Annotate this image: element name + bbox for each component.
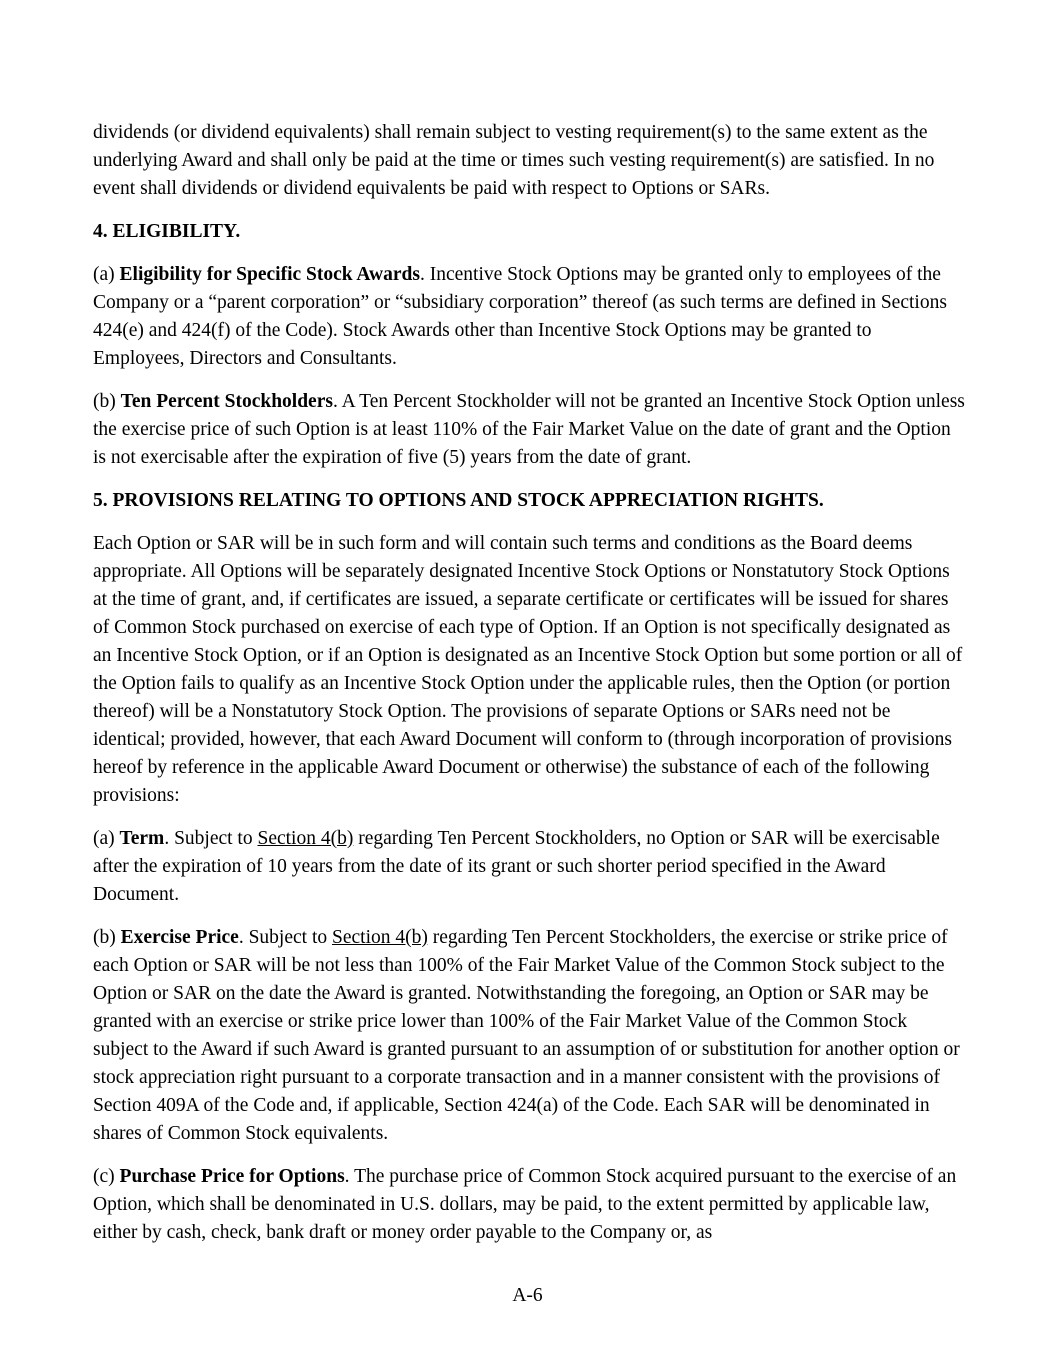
- paragraph-term: [93, 825, 965, 909]
- text-run: Term: [119, 828, 165, 849]
- text-run: regarding Ten Percent Stockholders, no Option or SAR will be exercisable after the expiration of 10 years from the date of its grant or such shorter period specified in the Award Document.: [93, 828, 940, 905]
- heading-section-4-eligibility: [93, 218, 965, 246]
- text-run: Ten Percent Stockholders: [120, 391, 333, 412]
- paragraph-ten-percent-stockholders: [93, 388, 965, 472]
- paragraph-dividends-vesting: [93, 119, 965, 203]
- text-run: Exercise Price: [120, 927, 239, 948]
- document-content: [93, 119, 965, 1262]
- text-run: (a): [93, 264, 120, 285]
- text-run: (b): [93, 391, 121, 412]
- text-run: (a): [93, 828, 120, 849]
- paragraph-exercise-price: [93, 924, 965, 1148]
- text-run: . Subject to: [238, 927, 332, 948]
- paragraph-provisions-intro: [93, 530, 965, 810]
- paragraph-eligibility-specific-stock-awards: [93, 261, 965, 373]
- text-run: regarding Ten Percent Stockholders, the exercise or strike price of each Option or SAR will be not less than 100% of the Fair Market Value of the Common Stock subject to the Option or SAR on the date the Award is granted. Notwithstanding the foregoing, an Option or SAR may be granted with an exercise or strike price lower than 100% of the Fair Market Value of the Common Stock subject to the Award if such Award is granted pursuant to an assumption of or substitution for another option or stock appreciation right pursuant to a corporate transaction and in a manner consistent with the provisions of Section 409A of the Code and, if applicable, Section 424(a) of the Code. Each SAR will be denominated in shares of Common Stock equivalents.: [93, 927, 960, 1144]
- text-run: Purchase Price for Options: [119, 1166, 345, 1187]
- text-run: . Incentive Stock Options may be granted only to employees of the Company or a “parent corporation” or “subsidiary corporation” thereof (as such terms are defined in Sections 424(e) and 424(f) of the Code). Stock Awards other than Incentive Stock Options may be granted to Employees, Directors and Consultants.: [93, 264, 947, 369]
- page-number: A-6: [512, 1285, 543, 1306]
- text-run: dividends (or dividend equivalents) shall remain subject to vesting requirement(s) to the same extent as the underlying Award and shall only be paid at the time or times such vesting requirement(s) are satisfied. In no event shall dividends or dividend equivalents be paid with respect to Options or SARs.: [93, 122, 935, 199]
- text-run: . The purchase price of Common Stock acquired pursuant to the exercise of an Option, which shall be denominated in U.S. dollars, may be paid, to the extent permitted by applicable law, either by cash, check, bank draft or money order payable to the Company or, as: [93, 1166, 957, 1243]
- text-run: (b): [93, 927, 121, 948]
- text-run: Eligibility for Specific Stock Awards: [119, 264, 420, 285]
- heading-section-5-provisions: [93, 487, 965, 515]
- text-run: . A Ten Percent Stockholder will not be granted an Incentive Stock Option unless the exercise price of such Option is at least 110% of the Fair Market Value on the date of grant and the Option is not exercisable after the expiration of five (5) years from the date of grant.: [93, 391, 965, 468]
- text-run: (c): [93, 1166, 120, 1187]
- text-run: Each Option or SAR will be in such form and will contain such terms and conditions as the Board deems appropriate. All Options will be separately designated Incentive Stock Options or Nonstatutory Stock Options at the time of grant, and, if certificates are issued, a separate certificate or certificates will be issued for shares of Common Stock purchased on exercise of each type of Option. If an Option is not specifically designated as an Incentive Stock Option, or if an Option is designated as an Incentive Stock Option but some portion or all of the Option fails to qualify as an Incentive Stock Option under the applicable rules, then the Option (or portion thereof) will be a Nonstatutory Stock Option. The provisions of separate Options or SARs need not be identical; provided, however, that each Award Document will conform to (through incorporation of provisions hereof by reference in the applicable Award Document or otherwise) the substance of each of the following provisions:: [93, 533, 963, 806]
- section-4b-reference: Section 4(b): [257, 828, 354, 849]
- section-4b-reference: Section 4(b): [332, 927, 428, 948]
- text-run: . Subject to: [164, 828, 258, 849]
- paragraph-purchase-price-for-options: [93, 1163, 965, 1247]
- text-run: 5. PROVISIONS RELATING TO OPTIONS AND STOCK APPRECIATION RIGHTS.: [93, 490, 824, 511]
- text-run: 4. ELIGIBILITY.: [93, 221, 241, 242]
